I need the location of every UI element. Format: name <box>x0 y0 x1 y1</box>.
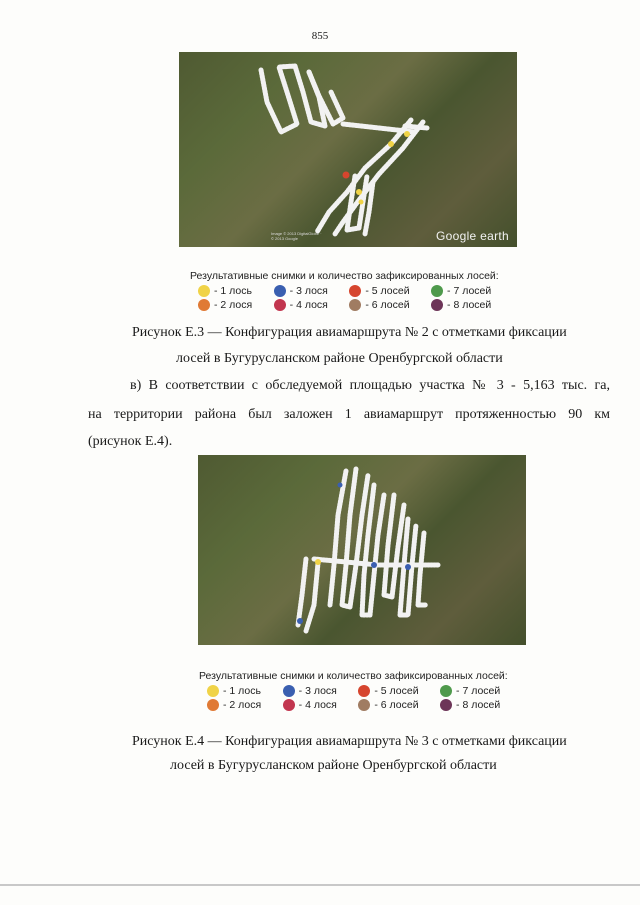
legend-item-8-moose: - 8 лосей <box>431 299 499 311</box>
legend-item-6-moose: - 6 лосей <box>349 299 417 311</box>
moose-mark <box>315 559 321 565</box>
google-earth-logo: Google earth <box>436 229 509 243</box>
figure-e3-caption-line2: лосей в Бугурусланском районе Оренбургской области <box>176 351 503 366</box>
paragraph-line1: в) В соответствии с обследуемой площадью участка № 3 - 5,163 тыс. га, <box>130 378 610 393</box>
legend-item-6-moose: - 6 лосей <box>358 699 426 711</box>
legend-item-4-moose: - 4 лося <box>274 299 336 311</box>
paragraph-line3: (рисунок Е.4). <box>88 434 173 449</box>
orange-dot-icon <box>198 299 210 311</box>
legend-item-7-moose: - 7 лосей <box>440 685 508 697</box>
brown-dot-icon <box>349 299 361 311</box>
legend-item-1-moose: - 1 лось <box>198 285 260 297</box>
legend-title: Результативные снимки и количество зафиксированных лосей: <box>190 270 499 282</box>
legend-item-5-moose: - 5 лосей <box>349 285 417 297</box>
red-dot-icon <box>358 685 370 697</box>
figure-e3-caption-line1: Рисунок Е.3 — Конфигурация авиамаршрута № 2 с отметками фиксации <box>132 325 567 340</box>
crimson-dot-icon <box>283 699 295 711</box>
page-number: 855 <box>311 30 329 42</box>
legend-item-4-moose: - 4 лося <box>283 699 345 711</box>
figure-e4-caption-line2: лосей в Бугурусланском районе Оренбургской области <box>170 758 497 773</box>
yellow-dot-icon <box>207 685 219 697</box>
legend-item-3-moose: - 3 лося <box>283 685 345 697</box>
legend-item-2-moose: - 2 лося <box>207 699 269 711</box>
purple-dot-icon <box>440 699 452 711</box>
legend-item-1-moose: - 1 лось <box>207 685 269 697</box>
crimson-dot-icon <box>274 299 286 311</box>
legend-figure-e4 <box>199 670 508 711</box>
legend-item-3-moose: - 3 лося <box>274 285 336 297</box>
green-dot-icon <box>431 285 443 297</box>
blue-dot-icon <box>283 685 295 697</box>
moose-mark <box>343 172 350 179</box>
moose-mark <box>356 189 362 195</box>
paragraph-line3-wrap <box>88 430 610 454</box>
purple-dot-icon <box>431 299 443 311</box>
moose-mark <box>405 564 411 570</box>
route-3-track <box>198 455 526 645</box>
satellite-map-route-2 <box>179 52 517 247</box>
page-bottom-edge <box>0 884 640 886</box>
paragraph <box>88 374 610 398</box>
moose-mark <box>338 483 343 488</box>
legend-title: Результативные снимки и количество зафиксированных лосей: <box>199 670 508 682</box>
route-2-track <box>179 52 517 247</box>
moose-mark <box>297 618 303 624</box>
legend-figure-e3 <box>190 270 499 311</box>
legend-item-5-moose: - 5 лосей <box>358 685 426 697</box>
paragraph-line2: на территории района был заложен 1 авиамаршрут протяженностью 90 км <box>88 407 610 422</box>
blue-dot-icon <box>274 285 286 297</box>
moose-mark <box>404 131 410 137</box>
orange-dot-icon <box>207 699 219 711</box>
legend-item-8-moose: - 8 лосей <box>440 699 508 711</box>
moose-mark <box>388 141 394 147</box>
green-dot-icon <box>440 685 452 697</box>
yellow-dot-icon <box>198 285 210 297</box>
moose-mark <box>359 200 364 205</box>
moose-mark <box>371 562 377 568</box>
figure-e4-caption-line1: Рисунок Е.4 — Конфигурация авиамаршрута № 3 с отметками фиксации <box>132 734 567 749</box>
paragraph-line2-wrap <box>88 403 610 427</box>
satellite-map-route-3 <box>198 455 526 645</box>
legend-item-7-moose: - 7 лосей <box>431 285 499 297</box>
map-imagery-credit: Image © 2013 DigitalGlobe · © 2013 Google <box>271 231 322 241</box>
legend-item-2-moose: - 2 лося <box>198 299 260 311</box>
brown-dot-icon <box>358 699 370 711</box>
red-dot-icon <box>349 285 361 297</box>
